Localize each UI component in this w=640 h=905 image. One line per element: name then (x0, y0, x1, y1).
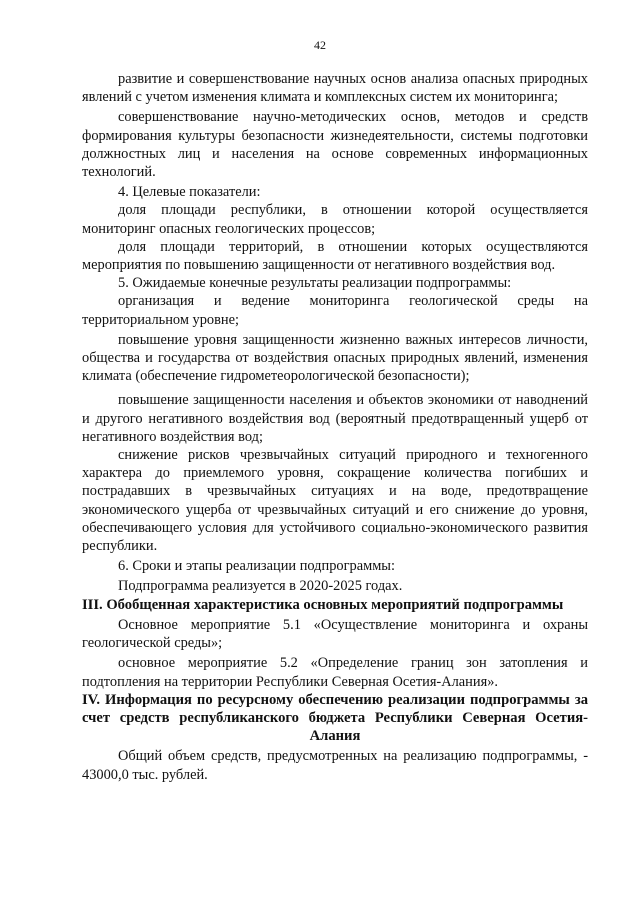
section-5-item: снижение рисков чрезвычайных ситуаций природного и техногенного характера до приемлемого уровня, сокращение количества погибших и пострадавших в чрезвычайных ситуациях и на воде, предотвращение экономического ущерба от чрезвычайных ситуаций и его снижение до уровня, обеспечивающего условия для устойчивого социально-экономического развития республики. (82, 447, 588, 555)
section-5-title: 5. Ожидаемые конечные результаты реализации подпрограммы: (118, 275, 512, 292)
section-5-item: повышение уровня защищенности жизненно важных интересов личности, общества и государства от воздействия опасных природных явлений, изменения климата (обеспечение гидрометеорологической безопасности); (82, 331, 588, 385)
section-6-text: Подпрограмма реализуется в 2020-2025 годах. (118, 578, 403, 595)
heading-section-iv: IV. Информация по ресурсному обеспечению реализации подпрограммы за счет средств республиканского бюджета Республики Северная Осетия-Алания (82, 691, 588, 745)
paragraph-research: развитие и совершенствование научных основ анализа опасных природных явлений с учетом изменения климата и комплексных систем их мониторинга; (82, 71, 588, 106)
section-iii-item: Основное мероприятие 5.1 «Осуществление мониторинга и охраны геологической среды»; (82, 616, 588, 652)
section-4-item: доля площади территорий, в отношении которых осуществляются мероприятия по повышению защищенности от негативного воздействия вод. (82, 238, 588, 274)
section-iv-text: Общий объем средств, предусмотренных на реализацию подпрограммы, - 43000,0 тыс. рублей. (82, 748, 588, 783)
section-4-title: 4. Целевые показатели: (118, 184, 261, 201)
page-number: 42 (314, 38, 326, 52)
heading-section-iii: III. Обобщенная характеристика основных мероприятий подпрограммы (82, 596, 564, 613)
document-body (82, 70, 588, 784)
section-5-item: организация и ведение мониторинга геологической среды на территориальном уровне; (82, 293, 588, 328)
section-5-item: повышение защищенности населения и объектов экономики от наводнений и другого негативного воздействия вод (вероятный предотвращенный ущерб от негативного воздействия вод; (82, 392, 588, 445)
section-6-title: 6. Сроки и этапы реализации подпрограммы: (118, 558, 395, 575)
paragraph-methods: совершенствование научно-методических основ, методов и средств формирования культуры безопасности жизнедеятельности, системы подготовки должностных лиц и населения на основе современных информационных технологий. (82, 109, 588, 181)
section-iii-item: основное мероприятие 5.2 «Определение границ зон затопления и подтопления на территории Республики Северная Осетия-Алания». (82, 655, 588, 690)
section-4-item: доля площади республики, в отношении которой осуществляется мониторинг опасных геологических процессов; (82, 202, 588, 237)
